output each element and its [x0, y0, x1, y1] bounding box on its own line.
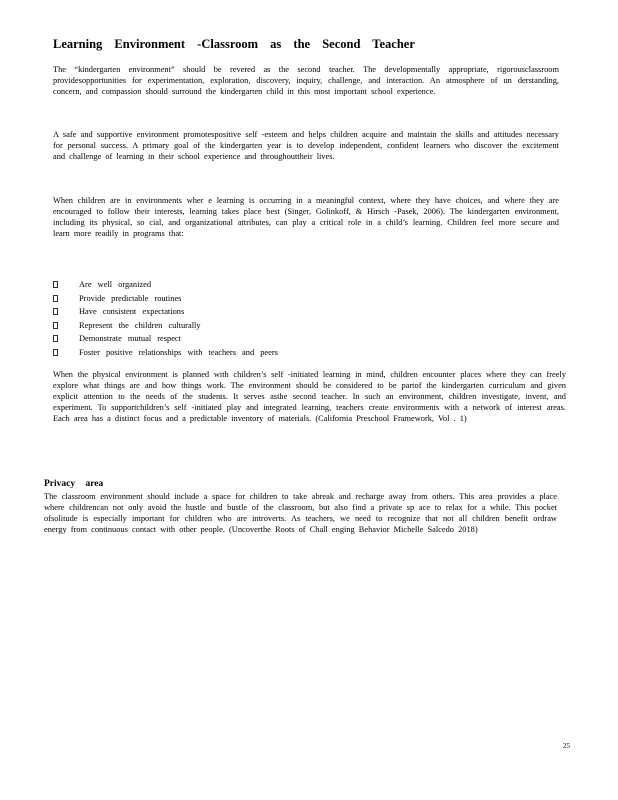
bullet-box-icon — [53, 308, 58, 315]
list-item-text: Provide predictable routines — [79, 293, 182, 303]
bullet-box-icon — [53, 322, 58, 329]
list-item-text: Foster positive relationships with teachers and peers — [79, 347, 278, 357]
section-heading-privacy-area: Privacy area — [44, 479, 104, 489]
paragraph-safe-environment: A safe and supportive environment promotespositive self -esteem and helps children acquire and maintain the skills and attitudes necessary for personal success. A primary goal of the kindergarten year is to develop independent, confident learners who discover the excitement and challenge of learning in their school experience and throughouttheir lives. — [53, 130, 559, 161]
bullet-box-icon — [53, 349, 58, 356]
list-item — [53, 305, 353, 319]
page-title: Learning Environment -Classroom as the Second Teacher — [53, 37, 415, 51]
bullet-box-icon — [53, 335, 58, 342]
list-item — [53, 332, 353, 346]
bullet-box-icon — [53, 295, 58, 302]
paragraph-physical-environment: When the physical environment is planned with children’s self -initiated learning in mind, children encounter places where they can freely explore what things are and how things work. The environment should be considered to be partof the kindergarten curriculum and given explicit attention to the needs of the students. It serves asthe second teacher. In such an environment, children investigate, invent, and experiment. To supportchildren’s self -initiated play and integrated learning, teachers create environments with a network of interest areas. Each area has a distinct focus and a predictable inventory of materials. (California Preschool Framework, Vol . 1) — [53, 370, 566, 423]
bullet-box-icon — [53, 281, 58, 288]
list-item — [53, 292, 353, 306]
list-item-text: Demonstrate mutual respect — [79, 334, 181, 344]
list-item — [53, 278, 353, 292]
list-item — [53, 346, 353, 360]
list-item-text: Are well organized — [79, 280, 152, 289]
paragraph-privacy-area: The classroom environment should include a space for children to take abreak and recharge away from others. This area provides a place where childrencan not only avoid the hustle and bustle of the classroom, but also find a private sp ace to relax for a while. This pocket ofsolitude is especially important for children who are introverts. As teachers, we need to recognize that not all children benefit ordraw energy from continuous contact with other people. (Uncoverthe Roots of Chall enging Behavior Michelle Salcedo 2018) — [44, 492, 557, 534]
paragraph-meaningful-context: When children are in environments wher e learning is occurring in a meaningful context, where they have choices, and where they are encouraged to follow their interests, learning takes place best (Singer, Golinkoff, & Hirsch -Pasek, 2006). The kindergarten environment, including its physical, so cial, and organizational attributes, can play a critical role in a child’s learning. Children feel more secure and learn more readily in programs that: — [53, 196, 559, 238]
page-number: 25 — [563, 742, 570, 750]
paragraph-intro: The “kindergarten environment” should be revered as the second teacher. The developmentally appropriate, rigorousclassroom providesopportunities for experimentation, exploration, discovery, inquiry, challenge, and interaction. An atmosphere of un derstanding, concern, and compassion should surround the kindergarten child in this most important school experience. — [53, 65, 559, 96]
list-item — [53, 319, 353, 333]
program-qualities-list — [53, 278, 353, 360]
list-item-text: Represent the children culturally — [79, 320, 201, 330]
list-item-text: Have consistent expectations — [79, 307, 185, 317]
